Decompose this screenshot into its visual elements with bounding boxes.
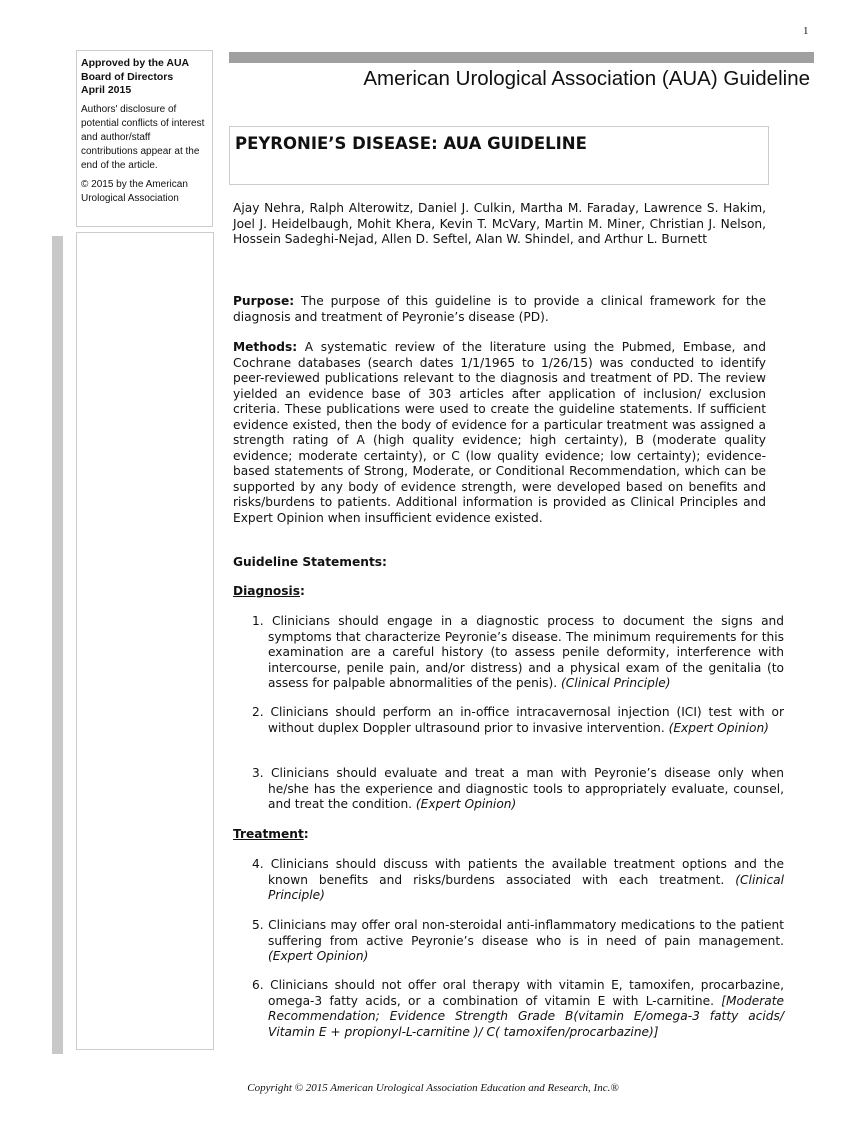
page-number: 1 [803,25,809,37]
treatment-heading: Treatment: [233,827,309,841]
statement-1 [250,614,784,692]
diagnosis-heading-text: Diagnosis [233,584,300,598]
approval-sidebox [76,50,213,227]
document-title: PEYRONIE’S DISEASE: AUA GUIDELINE [229,126,769,185]
diagnosis-heading: Diagnosis: [233,584,305,598]
statement-text: 6. Clinicians should not offer oral therapy with vitamin E, tamoxifen, procarbazine, omega-3 fatty acids, or a combination of vitamin E with L-carnitine. [252,978,784,1008]
sidebar-empty-box [76,232,214,1050]
approval-note [81,57,208,98]
sidebar-copyright: © 2015 by the American Urological Association [81,178,188,204]
purpose-paragraph [233,294,766,325]
statement-2 [250,705,784,736]
approval-line: Approved by the AUA [81,57,190,69]
sidebar-gray-bar [52,236,63,1054]
statement-note: [Moderate Recommendation; Evidence Strength Grade B(vitamin E/omega-3 fatty acids/ Vitamin E + propionyl-L-carnitine )/ C( tamoxifen/procarbazine)] [268,993,784,1039]
approval-line: April 2015 [81,84,132,96]
statement-3 [250,766,784,813]
statement-note: (Expert Opinion) [415,797,517,811]
purpose-label: Purpose: [233,294,295,308]
statement-text: 1. Clinicians should engage in a diagnostic process to document the signs and symptoms that characterize Peyronie’s disease. The minimum requirements for this examination are a careful history (to assess penile deformity, interference with intercourse, penile pain, and/or distress) and a physical exam of the genitalia (to assess for palpable abnormalities of the penis). [252,614,784,690]
footer-copyright: Copyright © 2015 American Urological Association Education and Research, Inc.® [247,1082,619,1094]
statement-5 [250,918,784,965]
purpose-text: The purpose of this guideline is to provide a clinical framework for the diagnosis and treatment of Peyronie’s disease (PD). [233,294,766,324]
methods-text: A systematic review of the literature using the Pubmed, Embase, and Cochrane databases (search dates 1/1/1965 to 1/26/15) was conducted to identify peer-reviewed publications relevant to the diagnosis and treatment of PD. The review yielded an evidence base of 303 articles after application of inclusion/ exclusion criteria. These publications were used to create the guideline statements. If sufficient evidence existed, then the body of evidence for a particular treatment was assigned a strength rating of A (high quality evidence; high certainty), B (moderate quality evidence; moderate certainty), or C (low quality evidence; low certainty); evidence-based statements of Strong, Moderate, or Conditional Recommendation, which can be supported by any body of evidence strength, were developed based on benefits and risks/burdens to patients. Additional information is provided as Clinical Principles and Expert Opinion when insufficient evidence existed. [233,340,766,525]
approval-line: Board of Directors [81,70,174,83]
statement-text: 4. Clinicians should discuss with patients the available treatment options and the known benefits and risks/burdens associated with each treatment. [252,857,784,887]
authors: Ajay Nehra, Ralph Alterowitz, Daniel J. Culkin, Martha M. Faraday, Lawrence S. Hakim, Joel J. Heidelbaugh, Mohit Khera, Kevin T. McVary, Martin M. Miner, Christian J. Nelson, Hossein Sadeghi-Nejad, Allen D. Seftel, Alan W. Shindel, and Arthur L. Burnett [233,201,766,246]
statement-text: 2. Clinicians should perform an in-office intracavernosal injection (ICI) test with or without duplex Doppler ultrasound prior to invasive intervention. [252,705,784,735]
statement-text: 3. Clinicians should evaluate and treat a man with Peyronie’s disease only when he/she has the experience and diagnostic tools to appropriately evaluate, counsel, and treat the condition. [252,766,784,811]
methods-paragraph [233,340,766,526]
statement-note: (Expert Opinion) [668,720,769,735]
statement-6 [250,978,784,1040]
statement-text: 5. Clinicians may offer oral non-steroidal anti-inflammatory medications to the patient suffering from active Peyronie’s disease who is in need of pain management. [252,918,784,948]
statements-heading: Guideline Statements: [233,555,387,569]
statement-4 [250,857,784,904]
statement-note: (Clinical Principle) [561,676,671,690]
header-title: American Urological Association (AUA) Guideline [363,67,810,90]
statement-note: (Expert Opinion) [268,949,369,963]
statement-note: (Clinical Principle) [268,872,784,902]
header-bar [229,52,814,63]
treatment-heading-text: Treatment [233,827,304,841]
disclosure-note: Authors' disclosure of potential conflicts of interest and author/staff contributions appear at the end of the article. [81,103,205,171]
methods-label: Methods: [233,340,298,354]
